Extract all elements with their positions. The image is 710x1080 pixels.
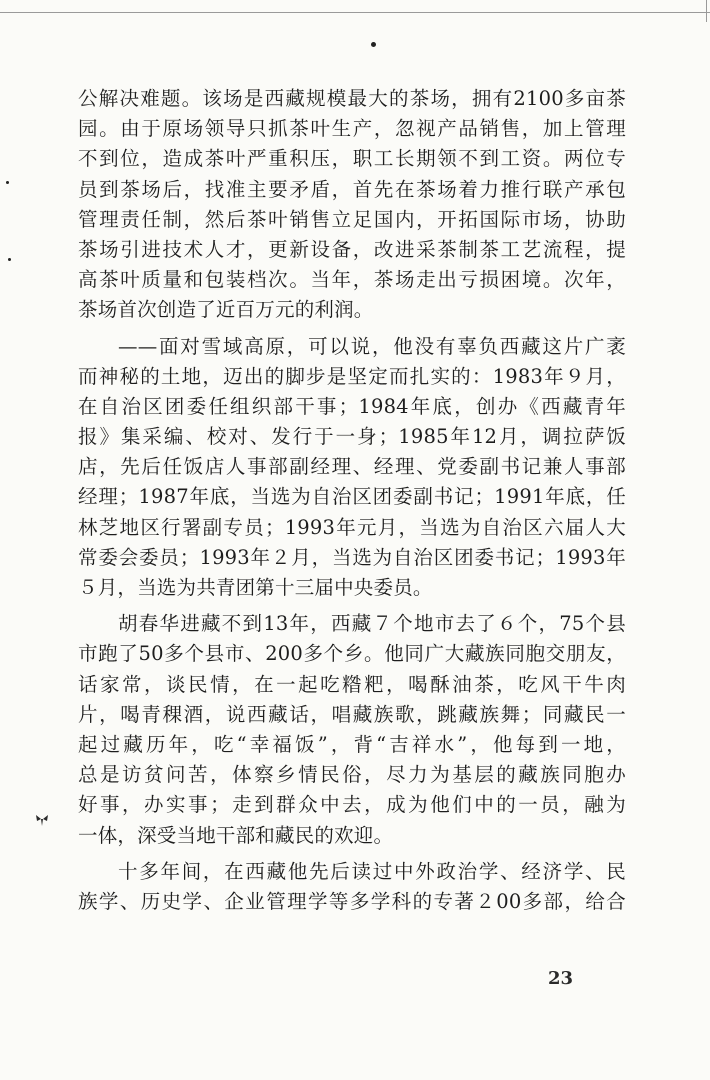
top-border-line [0, 12, 710, 13]
text-line: 经理；1987年底，当选为自治区团委副书记；1991年底，任 [78, 485, 626, 509]
text-line: 管理责任制，然后茶叶销售立足国内，开拓国际市场，协助 [78, 207, 626, 231]
text-line: 胡春华进藏不到13年，西藏７个地市去了６个，75个县 [118, 612, 626, 636]
text-line: 起过藏历年，吃“幸福饭”，背“吉祥水”，他每到一地， [78, 732, 626, 756]
text-line: 园。由于原场领导只抓茶叶生产，忽视产品销售，加上管理 [78, 117, 626, 141]
text-line: 一体，深受当地干部和藏民的欢迎。 [78, 823, 394, 847]
text-line: 茶场引进技术人才，更新设备，改进采茶制茶工艺流程，提 [78, 237, 626, 261]
text-line: ——面对雪域高原，可以说，他没有辜负西藏这片广袤 [118, 334, 626, 358]
text-line: 片，喝青稞酒，说西藏话，唱藏族歌，跳藏族舞；同藏民一 [78, 702, 626, 726]
text-line: 报》集采编、校对、发行于一身；1985年12月，调拉萨饭 [78, 425, 626, 449]
ink-speck-left-1 [6, 181, 9, 184]
text-line: 茶场首次创造了近百万元的利润。 [78, 298, 374, 322]
text-line: 店，先后任饭店人事部副经理、经理、党委副书记兼人事部 [78, 455, 626, 479]
text-line: 而神秘的土地，迈出的脚步是坚定而扎实的：1983年９月， [78, 364, 626, 388]
text-line: 常委会委员；1993年２月，当选为自治区团委书记；1993年 [78, 545, 626, 569]
text-line: 员到茶场后，找准主要矛盾，首先在茶场着力推行联产承包 [78, 177, 626, 201]
text-line: 林芝地区行署副专员；1993年元月，当选为自治区六届人大 [78, 515, 626, 539]
text-line: 不到位，造成茶叶严重积压，职工长期领不到工资。两位专 [78, 147, 626, 171]
text-line: 十多年间，在西藏他先后读过中外政治学、经济学、民 [118, 859, 626, 883]
page-number: 23 [548, 968, 574, 989]
text-line: 好事，办实事；走到群众中去，成为他们中的一员，融为 [78, 793, 626, 817]
text-line: 总是访贫问苦，体察乡情民俗，尽力为基层的藏族同胞办 [78, 763, 626, 787]
ink-speck-left-2 [8, 258, 11, 261]
text-line: 族学、历史学、企业管理学等多学科的专著２00多部，给合 [78, 889, 626, 913]
text-line: 高茶叶质量和包装档次。当年，茶场走出亏损困境。次年， [78, 268, 626, 292]
ink-blot-mark [34, 812, 50, 828]
text-line: 市跑了50多个县市、200多个乡。他同广大藏族同胞交朋友， [78, 642, 626, 666]
ink-speck-top [371, 42, 376, 47]
text-line: ５月，当选为共青团第十三届中央委员。 [78, 576, 433, 599]
text-line: 公解决难题。该场是西藏规模最大的茶场，拥有2100多亩茶 [78, 87, 626, 110]
right-border-line [706, 0, 707, 22]
body-text [78, 84, 626, 917]
text-line: 在自治区团委任组织部干事；1984年底，创办《西藏青年 [78, 394, 626, 418]
text-line: 话家常，谈民情，在一起吃糌粑，喝酥油茶，吃风干牛肉 [78, 672, 626, 696]
